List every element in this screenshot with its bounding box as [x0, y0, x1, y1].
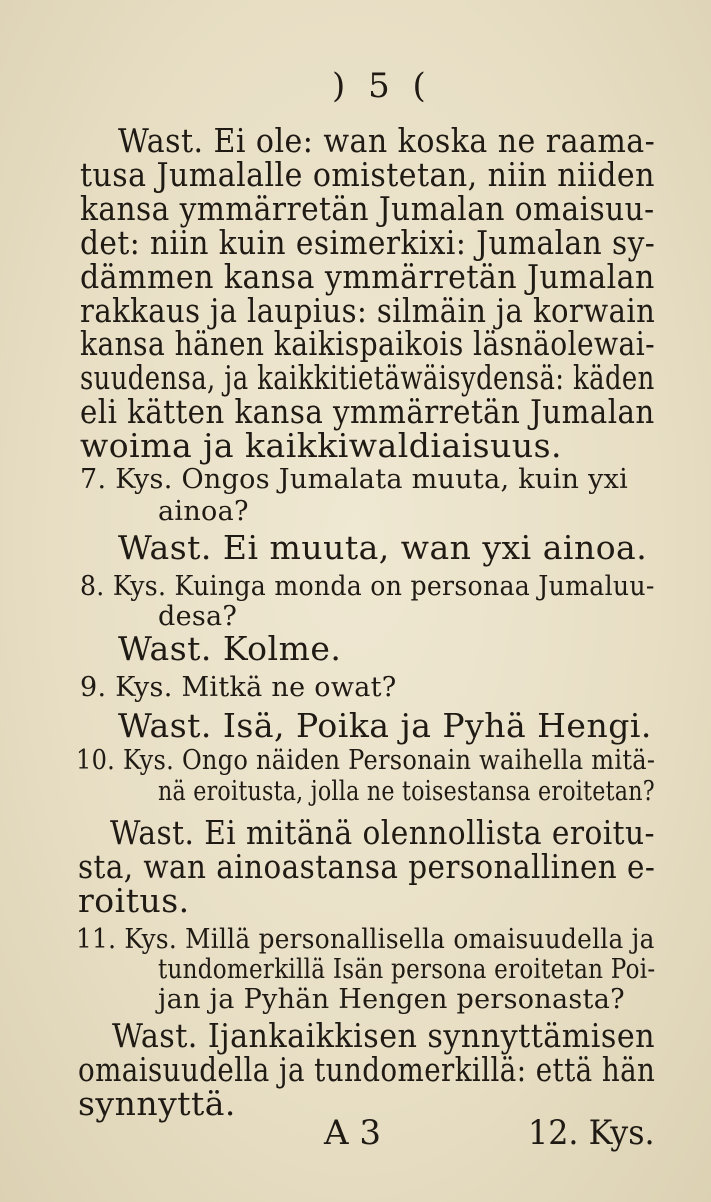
question-line: jan ja Pyhän Hengen personasta? [158, 984, 625, 1015]
text-line: woima ja kaikkiwaldiaisuus. [80, 426, 563, 465]
question-line: nä eroitusta, jolla ne toisestansa eroitetan? [158, 776, 655, 807]
text-line: kansa ymmärretän Jumalan omaisuu- [80, 189, 655, 228]
text-line: det: niin kuin esimerkixi: Jumalan sy- [80, 223, 656, 262]
question-line: tundomerkillä Isän persona eroitetan Poi- [158, 954, 656, 985]
catchword: 12. Kys. [528, 1113, 655, 1153]
text-line: eli kätten kansa ymmärretän Jumalan [80, 392, 655, 431]
text-line: dämmen kansa ymmärretän Jumalan [80, 257, 655, 296]
text-line: Wast. Ei mitänä olennollista eroitu- [110, 813, 656, 852]
answer-7: Wast. Ei muuta, wan yxi ainoa. [118, 528, 648, 567]
text-line: Wast. Ijankaikkisen synnyttämisen [112, 1016, 656, 1055]
text-line: synnyttä. [78, 1084, 236, 1123]
answer-9: Wast. Isä, Poika ja Pyhä Hengi. [118, 706, 652, 745]
text-line: rakkaus ja laupius: silmäin ja korwain [80, 291, 656, 330]
text-line: omaisuudella ja tundomerkillä: että hän [78, 1050, 656, 1089]
question-line: ainoa? [158, 496, 249, 527]
text-line: sta, wan ainoastansa personallinen e- [78, 847, 656, 886]
question-9: 9. Kys. Mitkä ne owat? [80, 672, 397, 703]
signature-mark: A 3 [324, 1113, 381, 1153]
text-line: Wast. Ei ole: wan koska ne raama- [118, 121, 656, 160]
page-number: ) 5 ( [332, 66, 432, 106]
question-line: 11. Kys. Millä personallisella omaisuudella ja [76, 924, 655, 955]
text-line: kansa hänen kaikispaikois läsnäolewai- [80, 324, 656, 363]
text-line: roitus. [78, 881, 190, 920]
text-line: tusa Jumalalle omistetan, niin niiden [80, 155, 655, 194]
text-line: suudensa, ja kaikkitietäwäisydensä: käden [80, 358, 655, 397]
answer-8: Wast. Kolme. [118, 629, 342, 668]
question-line: 10. Kys. Ongo näiden Personain waihella mitä- [76, 745, 656, 776]
question-line: desa? [158, 601, 238, 632]
question-line: 7. Kys. Ongos Jumalata muuta, kuin yxi [80, 464, 629, 495]
question-line: 8. Kys. Kuinga monda on personaa Jumaluu- [80, 571, 655, 602]
